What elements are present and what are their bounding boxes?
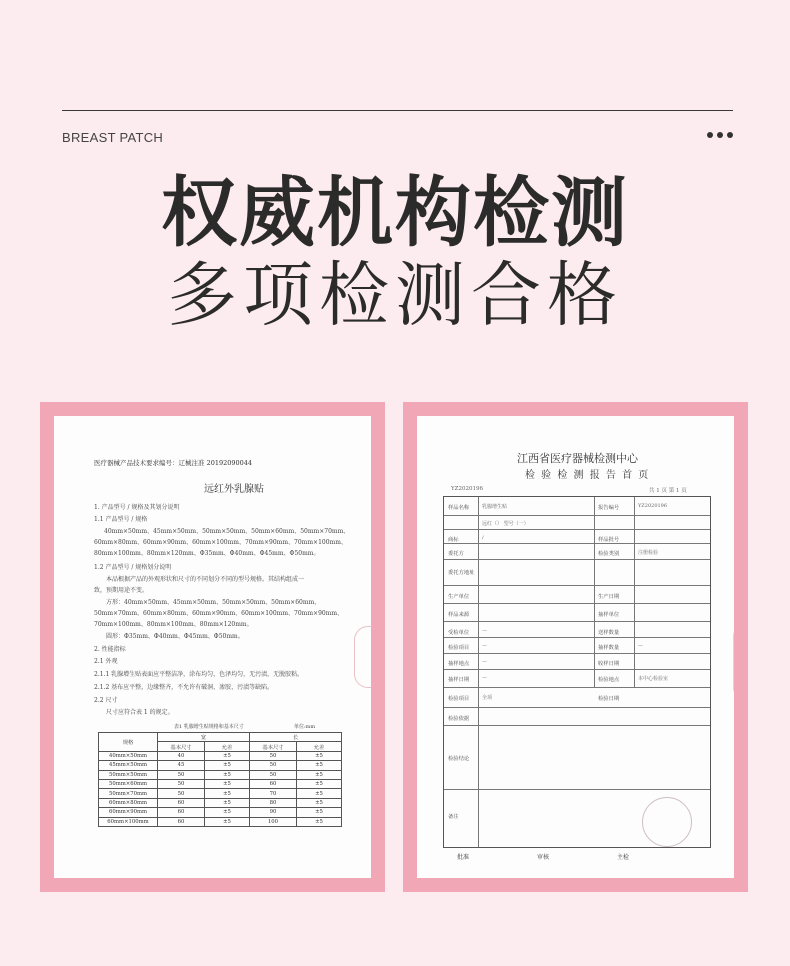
- inspection-report-document: [417, 416, 734, 878]
- table-row: 远红（） 型号（一）: [444, 515, 710, 516]
- more-dots-icon[interactable]: [707, 132, 733, 138]
- table-row: 50mm×50mm 50 ±5 50 ±5: [99, 770, 342, 779]
- doc-line: 2.1.1 乳腺增生贴表面应平整洁净，涂布均匀，色泽均匀，无污渍，无脱胶粘。: [94, 671, 304, 678]
- table-row: 商标 / 样品批号: [444, 529, 710, 530]
- table-row: 抽样地点 — 收样日期: [444, 653, 710, 654]
- doc-line: 圆形：Φ35mm、Φ40mm、Φ45mm、Φ50mm。: [106, 633, 244, 640]
- doc-line: 1.2 产品型号 / 规格划分说明: [94, 564, 172, 571]
- doc-line: 2.1.2 基布应平整，边缘整齐，不允许有破洞、渗胶、污渍等缺陷。: [94, 684, 274, 691]
- table-row: 40mm×50mm 40 ±5 50 ±5: [99, 751, 342, 760]
- left-certificate-frame: [40, 402, 385, 892]
- table-row: 45mm×50mm 45 ±5 50 ±5: [99, 761, 342, 770]
- report-title: 检 验 检 测 报 告 首 页: [525, 470, 650, 481]
- signature-label-approve: 批准: [457, 854, 470, 861]
- table-caption: 表1 乳腺增生贴规格和基本尺寸: [174, 724, 244, 730]
- table-row: 60mm×80mm 60 ±5 80 ±5: [99, 798, 342, 807]
- report-page: 共 1 页 第 1 页: [649, 488, 687, 494]
- doc-line: 50mm×70mm、60mm×80mm、60mm×90mm、60mm×100mm、70mm×90mm、: [94, 610, 344, 617]
- table-subheader: 基本尺寸: [250, 742, 297, 751]
- doc-line: 尺寸应符合表 1 的规定。: [106, 709, 174, 716]
- report-table: 样品名称 乳腺增生贴 报告编号 YZ2020196 远红（） 型号（一） 商标 / 样品批号 委托方 检验类别 注册检验 委托方地址 生产单位 生产日期 样品来源 抽样单位 受检单位 — 送样数量 检验项目 — 抽样数量 — 抽样地点 — 收样日期 抽样日期 — 检验地点 本中心检验室 检验项目 全项 检验日期 检验依据 检验结论 备注: [443, 496, 711, 848]
- signature-label-chief: 主检: [617, 854, 630, 861]
- red-stamp-mark: [733, 626, 734, 698]
- table-row: 60mm×100mm 60 ±5 100 ±5: [99, 817, 342, 826]
- right-certificate-frame: [403, 402, 748, 892]
- official-seal-icon: [642, 797, 692, 847]
- table-header: 规格: [99, 733, 158, 752]
- table-header: 长: [250, 733, 342, 742]
- doc-line: 80mm×100mm、80mm×120mm、Φ35mm、Φ40mm、Φ45mm、Φ50mm。: [94, 550, 320, 557]
- report-issuer: 江西省医疗器械检测中心: [517, 452, 638, 465]
- doc-line: 1. 产品型号 / 规格及其划分说明: [94, 504, 180, 511]
- doc-header-line: 医疗器械产品技术要求编号：辽械注准 20192090044: [94, 459, 253, 467]
- table-row: 检验依据: [444, 707, 710, 708]
- doc-line: 40mm×50mm、45mm×50mm、50mm×50mm、50mm×60mm、50mm×70mm、: [104, 528, 350, 535]
- table-row: 受检单位 — 送样数量: [444, 621, 710, 622]
- table-row: 50mm×70mm 50 ±5 70 ±5: [99, 789, 342, 798]
- table-row: 委托方 检验类别 注册检验: [444, 543, 710, 544]
- table-row: 生产单位 生产日期: [444, 585, 710, 586]
- table-subheader: 基本尺寸: [158, 742, 205, 751]
- doc-line: 60mm×80mm、60mm×90mm、60mm×100mm、70mm×90mm、70mm×100mm、: [94, 539, 347, 546]
- red-stamp-mark: [354, 626, 371, 688]
- table-row: 样品来源 抽样单位: [444, 603, 710, 604]
- top-divider: [62, 110, 733, 111]
- headline-line-1: 权威机构检测: [161, 168, 629, 257]
- doc-line: 致，预期用途不变。: [94, 587, 149, 594]
- doc-line: 2. 性能指标: [94, 646, 126, 653]
- doc-line: 方形：40mm×50mm、45mm×50mm、50mm×50mm、50mm×60mm、: [106, 599, 321, 606]
- doc-line: 2.2 尺寸: [94, 697, 118, 704]
- table-unit: 单位:mm: [294, 724, 316, 730]
- signature-label-review: 审核: [537, 854, 550, 861]
- doc-line: 1.1 产品型号 / 规格: [94, 516, 148, 523]
- technical-requirements-document: [54, 416, 371, 878]
- doc-line: 2.1 外观: [94, 658, 118, 665]
- spec-table: [98, 732, 342, 827]
- table-row: 60mm×90mm 60 ±5 90 ±5: [99, 808, 342, 817]
- table-row: 抽样日期 — 检验地点 本中心检验室: [444, 669, 710, 670]
- report-number: YZ2020196: [451, 486, 483, 492]
- table-row: 检验项目 全项 检验日期: [444, 687, 710, 688]
- doc-line: 本品根据产品的外观形状和尺寸的不同划分不同的型号规格。其结构组成一: [106, 576, 305, 583]
- table-header: 宽: [158, 733, 250, 742]
- table-row: 50mm×60mm 50 ±5 60 ±5: [99, 779, 342, 788]
- headline-line-2: 多项检测合格: [167, 254, 623, 336]
- brand-label: BREAST PATCH: [62, 130, 164, 145]
- doc-line: 70mm×100mm、80mm×100mm、80mm×120mm。: [94, 621, 253, 628]
- table-row: 委托方地址: [444, 559, 710, 560]
- table-subheader: 允差: [297, 742, 342, 751]
- table-row: 备注: [444, 789, 710, 790]
- table-row: 检验结论: [444, 725, 710, 726]
- table-subheader: 允差: [205, 742, 250, 751]
- table-row: 检验项目 — 抽样数量 —: [444, 637, 710, 638]
- doc-title: 远红外乳腺贴: [204, 484, 264, 495]
